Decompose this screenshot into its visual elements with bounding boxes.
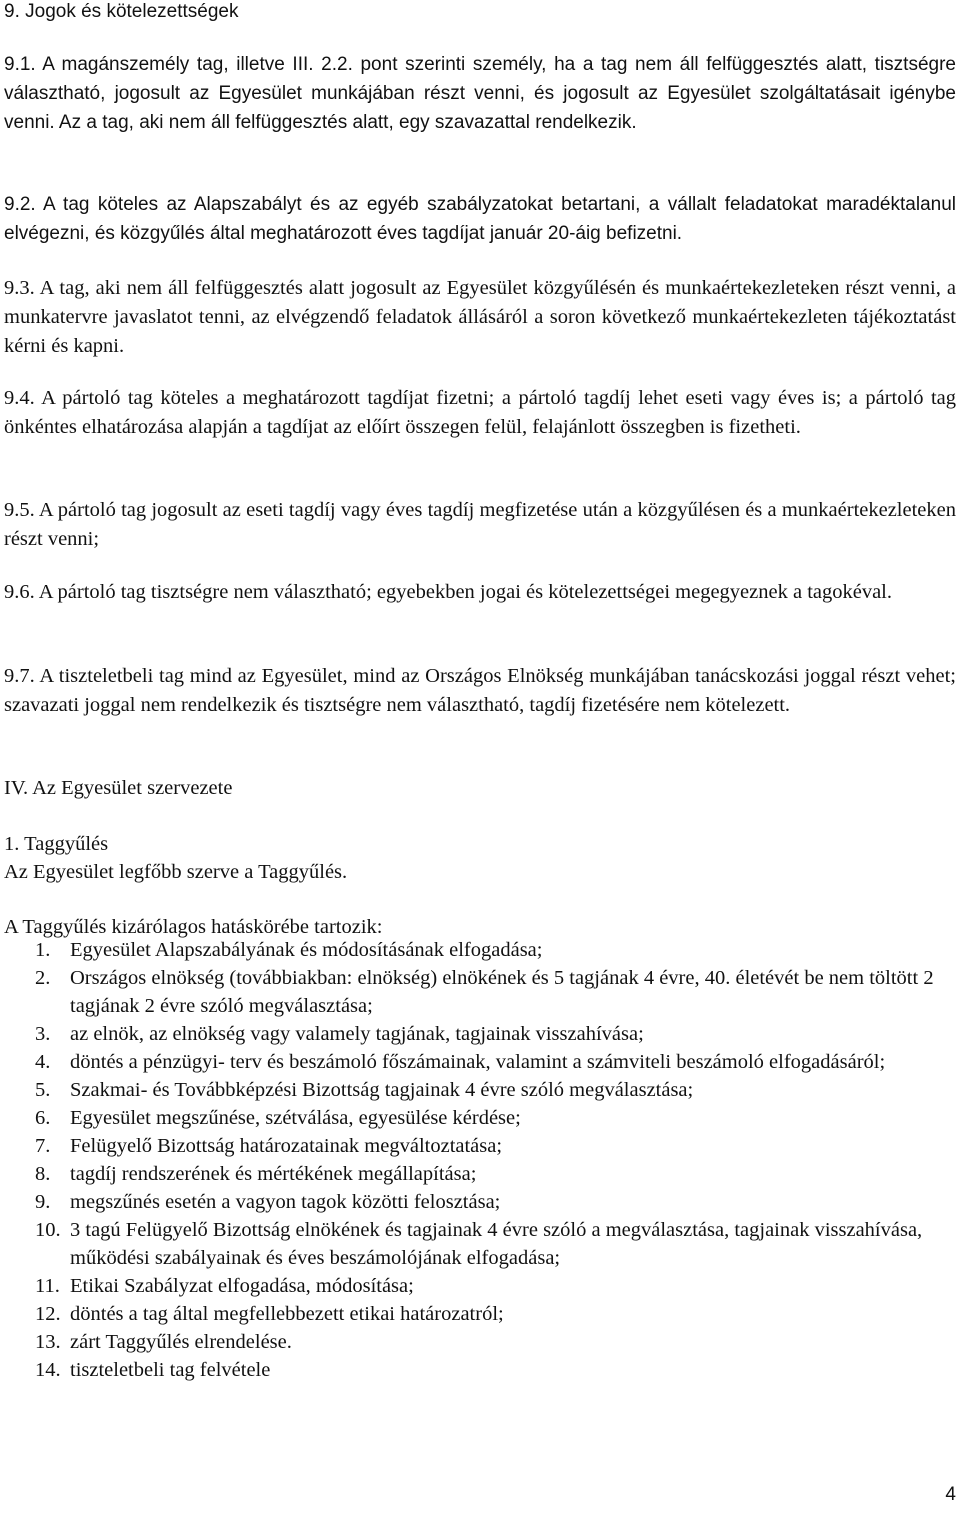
list-item: 4. döntés a pénzügyi- terv és beszámoló főszámainak, valamint a számviteli beszámoló elfogadásáról; [35, 1051, 886, 1073]
paragraph-9-7: 9.7. A tiszteletbeli tag mind az Egyesület, mind az Országos Elnökség munkájában tanácskozási joggal részt vehet; szavazati joggal nem rendelkezik és tisztségre nem választható, tagdíj fizetésére nem kötelezett. [4, 665, 956, 716]
subsection-intro: Az Egyesület legfőbb szerve a Taggyűlés. [4, 861, 348, 883]
list-item: 12. döntés a tag által megfellebbezett etikai határozatról; [35, 1303, 504, 1325]
chapter-heading: IV. Az Egyesület szervezete [4, 777, 233, 799]
paragraph-9-5: 9.5. A pártoló tag jogosult az eseti tagdíj vagy éves tagdíj megfizetése után a közgyűlésen és a munkaértekezleteken részt venni; [4, 499, 956, 550]
subsection-heading: 1. Taggyűlés [4, 833, 109, 855]
list-item: 9. megszűnés esetén a vagyon tagok közötti felosztása; [35, 1191, 501, 1213]
list-item: 1. Egyesület Alapszabályának és módosításának elfogadása; [35, 939, 543, 961]
paragraph-9-6: 9.6. A pártoló tag tisztségre nem választható; egyebekben jogai és kötelezettségei megegyeznek a tagokéval. [4, 581, 893, 603]
list-item: 10. 3 tagú Felügyelő Bizottság elnökének és tagjainak 4 évre szóló a megválasztása, tagjainak visszahívása, működési szabályainak és éves beszámolójának elfogadása; [35, 1219, 923, 1269]
list-intro: A Taggyűlés kizárólagos hatáskörébe tartozik: [4, 916, 383, 938]
paragraph-9-4: 9.4. A pártoló tag köteles a meghatározott tagdíjat fizetni; a pártoló tagdíj lehet eseti vagy éves is; a pártoló tag önkéntes elhatározása alapján a tagdíjat az előírt összegen felül, felajánlott összegben is fizetheti. [4, 387, 956, 438]
list-item: 7. Felügyelő Bizottság határozatainak megváltoztatása; [35, 1135, 503, 1157]
list-item: 14. tiszteletbeli tag felvétele [35, 1359, 271, 1381]
page-number: 4 [945, 1484, 956, 1505]
section-heading: 9. Jogok és kötelezettségek [4, 1, 239, 22]
list-item: 3. az elnök, az elnökség vagy valamely tagjának, tagjainak visszahívása; [35, 1023, 644, 1045]
competence-list [4, 936, 956, 1384]
list-item: 11. Etikai Szabályzat elfogadása, módosítása; [35, 1275, 414, 1297]
list-item: 2. Országos elnökség (továbbiakban: elnökség) elnökének és 5 tagjának 4 évre, 40. életévét be nem töltött 2 tagjának 2 évre szóló megválasztása; [35, 967, 934, 1017]
paragraph-9-3: 9.3. A tag, aki nem áll felfüggesztés alatt jogosult az Egyesület közgyűlésén és munkaértekezleteken részt venni, a munkatervre javaslatot tenni, az elvégzendő feladatok állásáról a soron következő munkaértekezleten tájékoztatást kérni és kapni. [4, 277, 956, 357]
list-item: 6. Egyesület megszűnése, szétválása, egyesülése kérdése; [35, 1107, 521, 1129]
list-item: 8. tagdíj rendszerének és mértékének megállapítása; [35, 1163, 477, 1185]
list-item: 5. Szakmai- és Továbbképzési Bizottság tagjainak 4 évre szóló megválasztása; [35, 1079, 694, 1101]
paragraph-9-1: 9.1. A magánszemély tag, illetve III. 2.2. pont szerinti személy, ha a tag nem áll felfüggesztés alatt, tisztségre választható, jogosult az Egyesület munkájában részt venni, és jogosult az Egyesület szolgáltatásait igénybe venni. Az a tag, aki nem áll felfüggesztés alatt, egy szavazattal rendelkezik. [4, 54, 956, 133]
list-item: 13. zárt Taggyűlés elrendelése. [35, 1331, 292, 1353]
paragraph-9-2: 9.2. A tag köteles az Alapszabályt és az egyéb szabályzatokat betartani, a vállalt feladatokat maradéktalanul elvégezni, és közgyűlés által meghatározott éves tagdíjat január 20-áig befizetni. [4, 194, 956, 244]
